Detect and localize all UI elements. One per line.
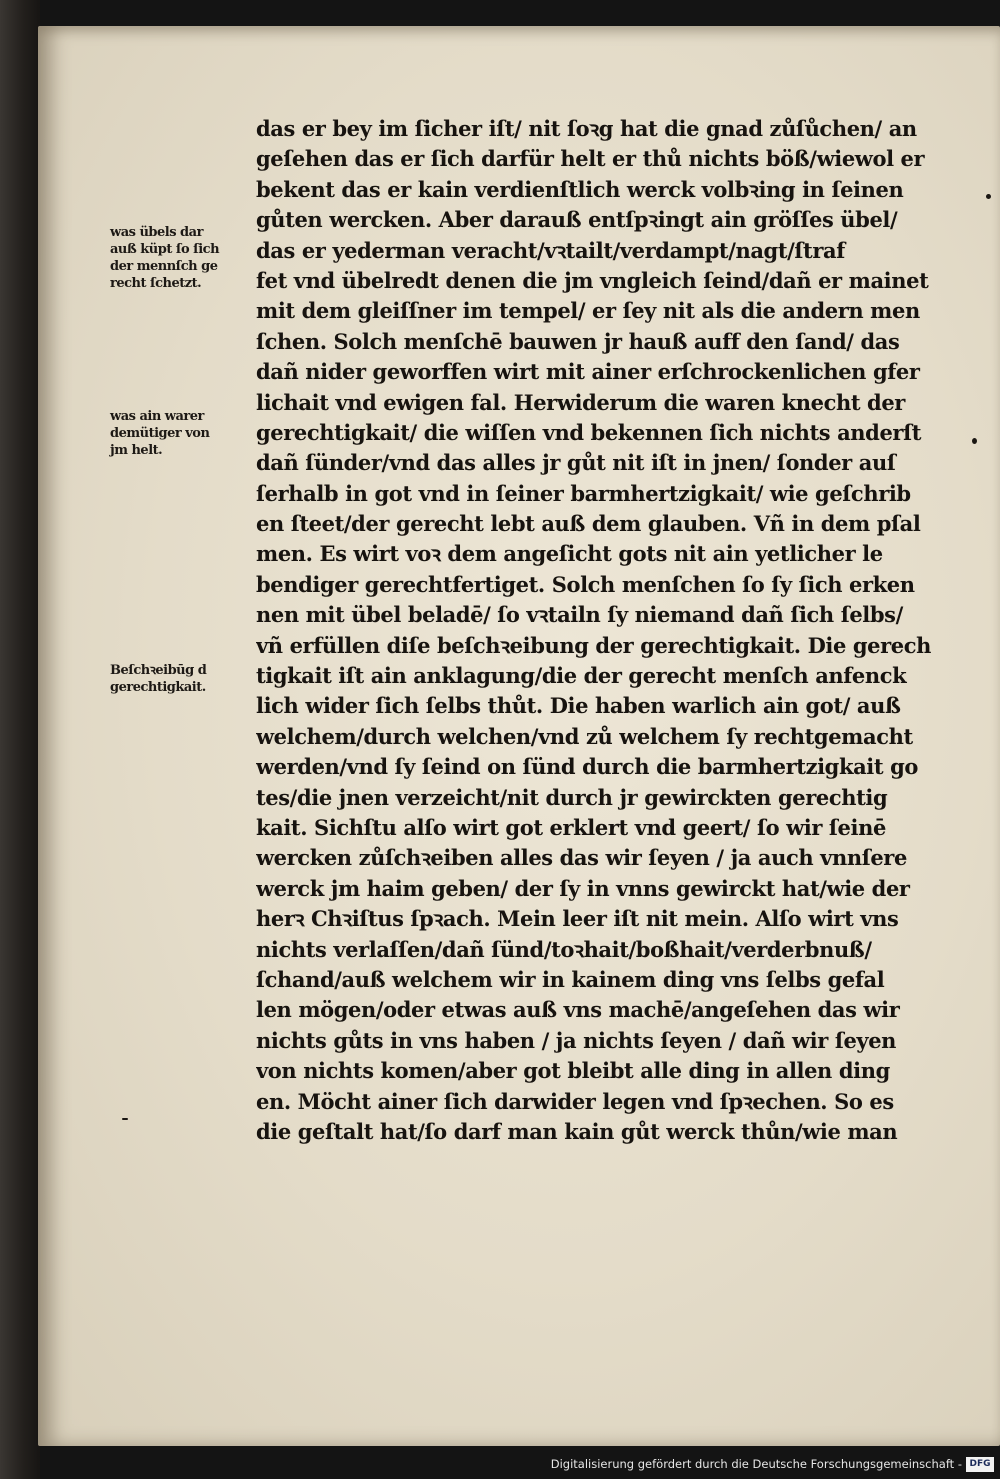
text-line: bendiger gerechtfertiget. Solch menſchen ſo ſy ſich erken: [256, 571, 915, 597]
funding-credit: Digitalisierung gefördert durch die Deutsche Forschungsgemeinschaft -: [550, 1457, 962, 1471]
text-line: fet vnd übelredt denen die jm vngleich ſeind/dañ er mainet: [256, 267, 929, 293]
text-line: en. Möcht ainer ſich darwider legen vnd ſpꝛechen. So es: [256, 1088, 894, 1114]
marginal-line: was ain warer: [110, 409, 204, 424]
marginal-note-2: [110, 408, 250, 459]
text-line: gůten wercken. Aber darauß entſpꝛingt ain gröſſes übel/: [256, 207, 898, 233]
text-line: welchem/durch welchen/vnd zů welchem ſy rechtgemacht: [256, 723, 913, 749]
text-line: dañ nider geworffen wirt mit ainer erſchrockenlichen gfer: [256, 359, 920, 385]
text-line: nichts verlaſſen/dañ ſünd/toꝛhait/boßhait/verderbnuß/: [256, 936, 872, 962]
marginal-line: gerechtigkait.: [110, 680, 206, 695]
text-line: das er yederman veracht/vꝛtailt/verdampt/nagt/ſtraf: [256, 237, 845, 263]
text-line: nichts gůts in vns haben / ja nichts ſeyen / dañ wir ſeyen: [256, 1027, 897, 1053]
text-line: dañ ſünder/vnd das alles jr gůt nit iſt in jnen/ ſonder auſ: [256, 450, 896, 476]
text-line: herꝛ Chꝛiſtus ſpꝛach. Mein leer iſt nit mein. Alſo wirt vns: [256, 906, 899, 932]
text-line: gerechtigkait/ die wiſſen vnd bekennen ſich nichts anderſt: [256, 419, 922, 445]
text-line: kait. Sichſtu alſo wirt got erklert vnd geert/ ſo wir ſeinē: [256, 814, 886, 840]
text-line: vñ erfüllen diſe beſchꝛeibung der gerechtigkait. Die gerech: [256, 632, 931, 658]
marginal-line: Beſchꝛeibūg d: [110, 663, 207, 678]
ink-speck: [972, 438, 977, 444]
text-line: ſchen. Solch menſchē bauwen jr hauß auff den ſand/ das: [256, 328, 900, 354]
marginal-note-1: [110, 224, 250, 292]
text-line: tes/die jnen verzeicht/nit durch jr gewirckten gerechtig: [256, 784, 888, 810]
text-line: von nichts komen/aber got bleibt alle ding in allen ding: [256, 1058, 890, 1084]
ink-speck: [122, 1118, 128, 1120]
text-line: ſchand/auß welchem wir in kainem ding vns ſelbs gefal: [256, 966, 885, 992]
marginal-line: was übels dar: [110, 225, 203, 240]
marginal-line: der mennſch ge: [110, 259, 218, 274]
marginal-line: demütiger von: [110, 426, 210, 441]
text-line: lichait vnd ewigen fal. Herwiderum die waren knecht der: [256, 389, 905, 415]
text-line: werck jm haim geben/ der ſy in vnns gewirckt hat/wie der: [256, 875, 910, 901]
text-line: geſehen das er ſich darfür helt er thů nichts böß/wiewol er: [256, 146, 925, 172]
text-line: mit dem gleiſſner im tempel/ er ſey nit als die andern men: [256, 298, 920, 324]
text-line: en ſteet/der gerecht lebt auß dem glauben. Vñ in dem pſal: [256, 511, 921, 537]
text-line: das er bey im ſicher iſt/ nit ſoꝛg hat die gnad zůſůchen/ an: [256, 116, 917, 141]
main-text-block: [256, 114, 974, 1147]
text-line: werden/vnd ſy ſeind on ſünd durch die barmhertzigkait go: [256, 754, 918, 780]
dfg-logo: DFG: [966, 1457, 994, 1472]
ink-speck: [986, 194, 991, 199]
text-line: wercken zůſchꝛeiben alles das wir ſeyen / ja auch vnnſere: [256, 845, 907, 871]
text-line: nen mit übel beladē/ ſo vꝛtailn ſy niemand dañ ſich ſelbs/: [256, 602, 903, 628]
marginal-line: recht ſchetzt.: [110, 276, 202, 291]
text-line: tigkait iſt ain anklagung/die der gerecht menſch anfenck: [256, 663, 907, 689]
book-binding: [0, 0, 40, 1479]
text-line: lich wider ſich ſelbs thůt. Die haben warlich ain got/ auß: [256, 693, 901, 719]
text-line: die geſtalt hat/ſo darf man kain gůt werck thůn/wie man: [256, 1118, 898, 1144]
text-line: bekent das er kain verdienſtlich werck volbꝛing in ſeinen: [256, 176, 904, 202]
footer-bar: [0, 1454, 1000, 1479]
marginal-note-3: [110, 662, 250, 696]
text-line: len mögen/oder etwas auß vns machē/angeſehen das wir: [256, 997, 900, 1023]
marginal-line: auß küpt ſo ſich: [110, 242, 220, 257]
marginal-line: jm helt.: [110, 443, 163, 458]
text-line: men. Es wirt voꝛ dem angeſicht gots nit ain yetlicher le: [256, 541, 883, 567]
text-line: ſerhalb in got vnd in ſeiner barmhertzigkait/ wie geſchrib: [256, 480, 911, 506]
